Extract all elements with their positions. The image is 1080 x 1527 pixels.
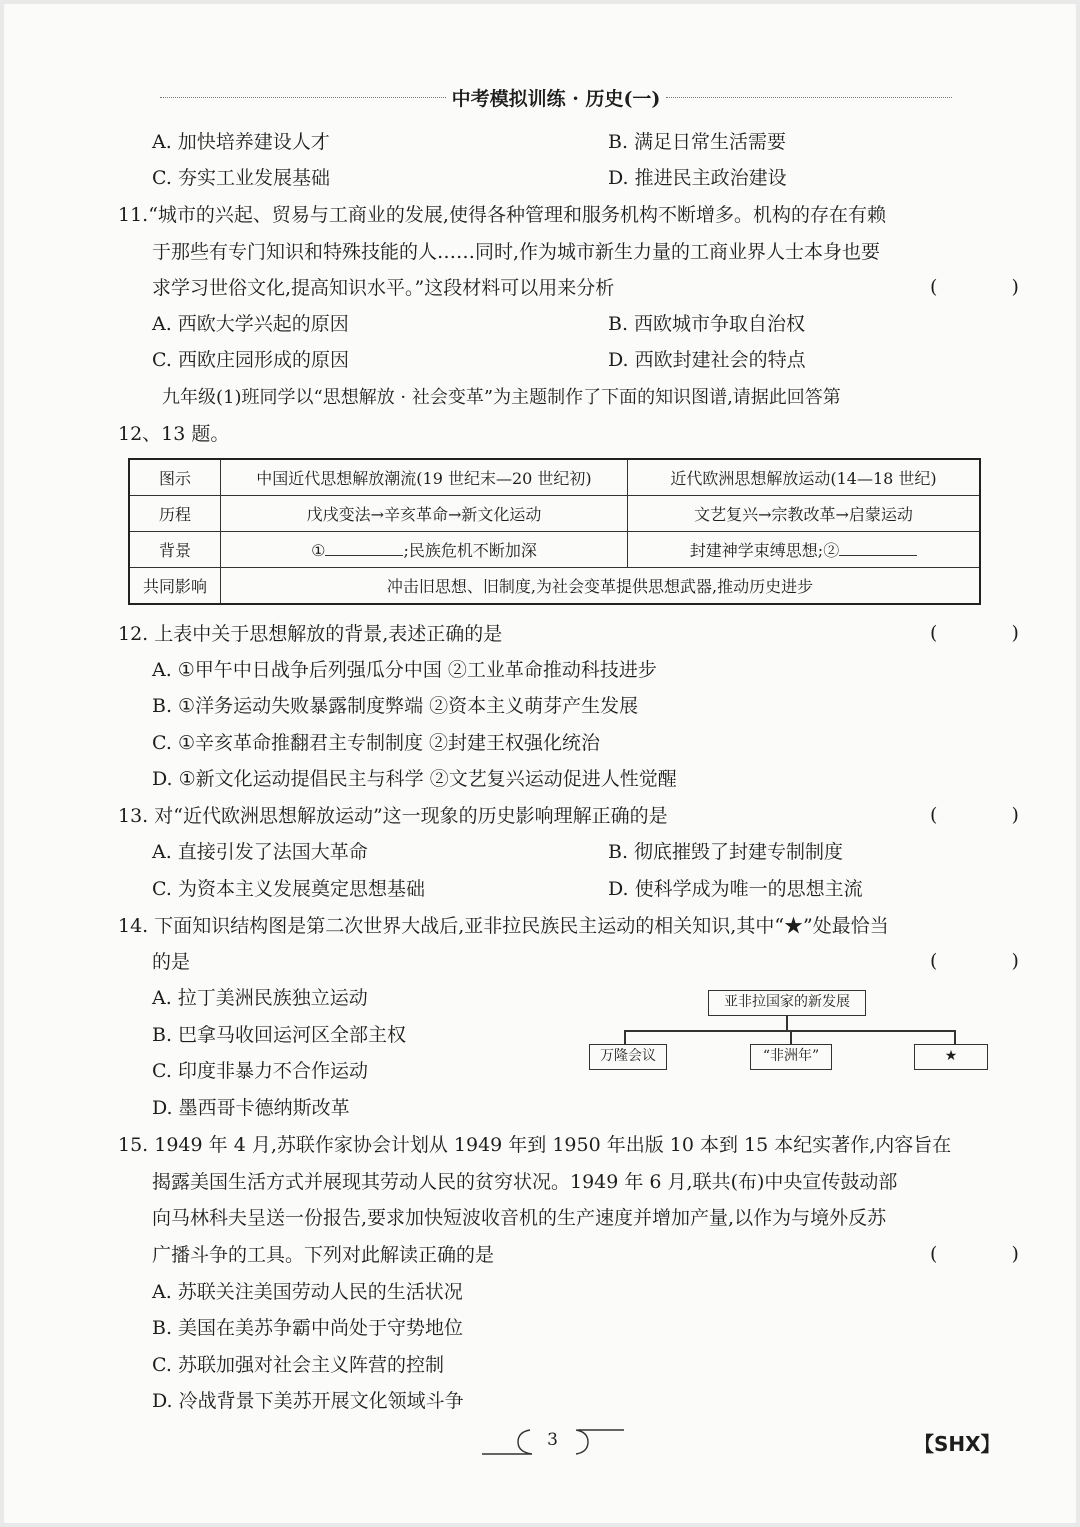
q10-option-c: C. 夯实工业发展基础 [152,167,330,189]
diagram-connector [624,1030,626,1044]
fill-blank-2 [839,539,917,556]
q12-option-c: C. ①辛亥革命推翻君主专制制度 ②封建王权强化统治 [152,732,601,754]
q12-option-a: A. ①甲午中日战争后列强瓜分中国 ②工业革命推动科技进步 [152,659,657,681]
table-cell-background-europe [628,532,981,568]
page-number-ornament [480,1426,630,1458]
q10-option-b: B. 满足日常生活需要 [608,131,787,153]
q15-answer-paren: ( ) [930,1243,1053,1265]
diagram-connector [954,1030,956,1044]
table-cell-impact: 冲击旧思想、旧制度,为社会变革提供思想武器,推动历史进步 [221,568,981,605]
diagram-box-africa-year: “非洲年” [750,1044,832,1070]
edition-tag: 【SHX】 [914,1432,1001,1456]
q13-option-b: B. 彻底摧毁了封建专制制度 [608,841,844,863]
q15-stem-line2: 揭露美国生活方式并展现其劳动人民的贫穷状况。1949 年 6 月,联共(布)中央宣传鼓动部 [152,1171,898,1193]
q13-option-a: A. 直接引发了法国大革命 [152,841,368,863]
table-head-cell: 背景 [129,532,221,568]
diagram-top-box: 亚非拉国家的新发展 [708,990,866,1016]
background-china-text: ;民族危机不断加深 [403,541,537,560]
q12-answer-paren: ( ) [930,622,1053,644]
q11-stem-line1: 11.“城市的兴起、贸易与工商业的发展,使得各种管理和服务机构不断增多。机构的存在有赖 [118,204,886,226]
q11-option-c: C. 西欧庄园形成的原因 [152,349,349,371]
page-title: 中考模拟训练 · 历史(一) [451,87,661,110]
q15-stem-line3: 向马林科夫呈送一份报告,要求加快短波收音机的生产速度并增加产量,以作为与境外反苏 [152,1207,887,1229]
table-row [129,496,980,532]
page-header [160,84,952,110]
q15-stem-line4: 广播斗争的工具。下列对此解读正确的是 [152,1244,495,1266]
q13-answer-paren: ( ) [930,804,1053,826]
header-dotted-rule-left [160,97,446,98]
q15-option-b: B. 美国在美苏争霸中尚处于守势地位 [152,1317,464,1339]
background-europe-text: 封建神学束缚思想;② [689,541,840,560]
q14-answer-paren: ( ) [930,950,1053,972]
q11-answer-paren: ( ) [930,276,1053,298]
table-row [129,459,980,496]
q11-option-b: B. 西欧城市争取自治权 [608,313,806,335]
table-cell: 近代欧洲思想解放运动(14—18 世纪) [628,459,981,496]
diagram-connector [786,1016,788,1030]
fill-blank-1 [325,539,403,556]
q14-stem-line2: 的是 [152,951,191,973]
table-row [129,532,980,568]
diagram-connector [624,1030,954,1032]
q15-option-d: D. 冷战背景下美苏开展文化领域斗争 [152,1390,464,1412]
q11-option-d: D. 西欧封建社会的特点 [608,349,806,371]
q11-stem-line3: 求学习世俗文化,提高知识水平。”这段材料可以用来分析 [152,277,615,299]
intro-line1: 九年级(1)班同学以“思想解放 · 社会变革”为主题制作了下面的知识图谱,请据此回答第 [162,387,841,408]
table-cell: 戊戌变法→辛亥革命→新文化运动 [221,496,628,532]
q15-option-a: A. 苏联关注美国劳动人民的生活状况 [152,1281,463,1303]
diagram-box-star: ★ [914,1044,988,1070]
blank-mark-1: ① [311,541,326,560]
q11-stem-line2: 于那些有专门知识和特殊技能的人……同时,作为城市新生力量的工商业界人士本身也要 [152,241,881,263]
intro-line2: 12、13 题。 [118,423,230,445]
table-head-cell: 图示 [129,459,221,496]
q12-option-b: B. ①洋务运动失败暴露制度弊端 ②资本主义萌芽产生发展 [152,695,639,717]
diagram-connector [790,1030,792,1044]
q14-stem-line1: 14. 下面知识结构图是第二次世界大战后,亚非拉民族民主运动的相关知识,其中“★”处最恰当 [118,915,889,937]
table-head-cell: 历程 [129,496,221,532]
q14-option-a: A. 拉丁美洲民族独立运动 [152,987,368,1009]
q12-stem: 12. 上表中关于思想解放的背景,表述正确的是 [118,623,503,645]
table-row [129,568,980,605]
header-dotted-rule-right [666,97,952,98]
q13-option-d: D. 使科学成为唯一的思想主流 [608,878,863,900]
table-cell: 文艺复兴→宗教改革→启蒙运动 [628,496,981,532]
table-cell: 中国近代思想解放潮流(19 世纪末—20 世纪初) [221,459,628,496]
knowledge-table [128,458,981,605]
table-cell-background-china [221,532,628,568]
q13-option-c: C. 为资本主义发展奠定思想基础 [152,878,425,900]
q15-option-c: C. 苏联加强对社会主义阵营的控制 [152,1354,444,1376]
q12-option-d: D. ①新文化运动提倡民主与科学 ②文艺复兴运动促进人性觉醒 [152,768,677,790]
q10-option-a: A. 加快培养建设人才 [152,131,330,153]
table-head-cell: 共同影响 [129,568,221,605]
q13-stem: 13. 对“近代欧洲思想解放运动”这一现象的历史影响理解正确的是 [118,805,668,827]
q11-option-a: A. 西欧大学兴起的原因 [152,313,349,335]
q14-option-d: D. 墨西哥卡德纳斯改革 [152,1097,350,1119]
q15-stem-line1: 15. 1949 年 4 月,苏联作家协会计划从 1949 年到 1950 年出版 10 本到 15 本纪实著作,内容旨在 [118,1134,952,1156]
q10-option-d: D. 推进民主政治建设 [608,167,787,189]
page-number: 3 [547,1430,558,1450]
diagram-box-bandung: 万隆会议 [589,1044,667,1070]
q14-option-b: B. 巴拿马收回运河区全部主权 [152,1024,407,1046]
q14-option-c: C. 印度非暴力不合作运动 [152,1060,368,1082]
